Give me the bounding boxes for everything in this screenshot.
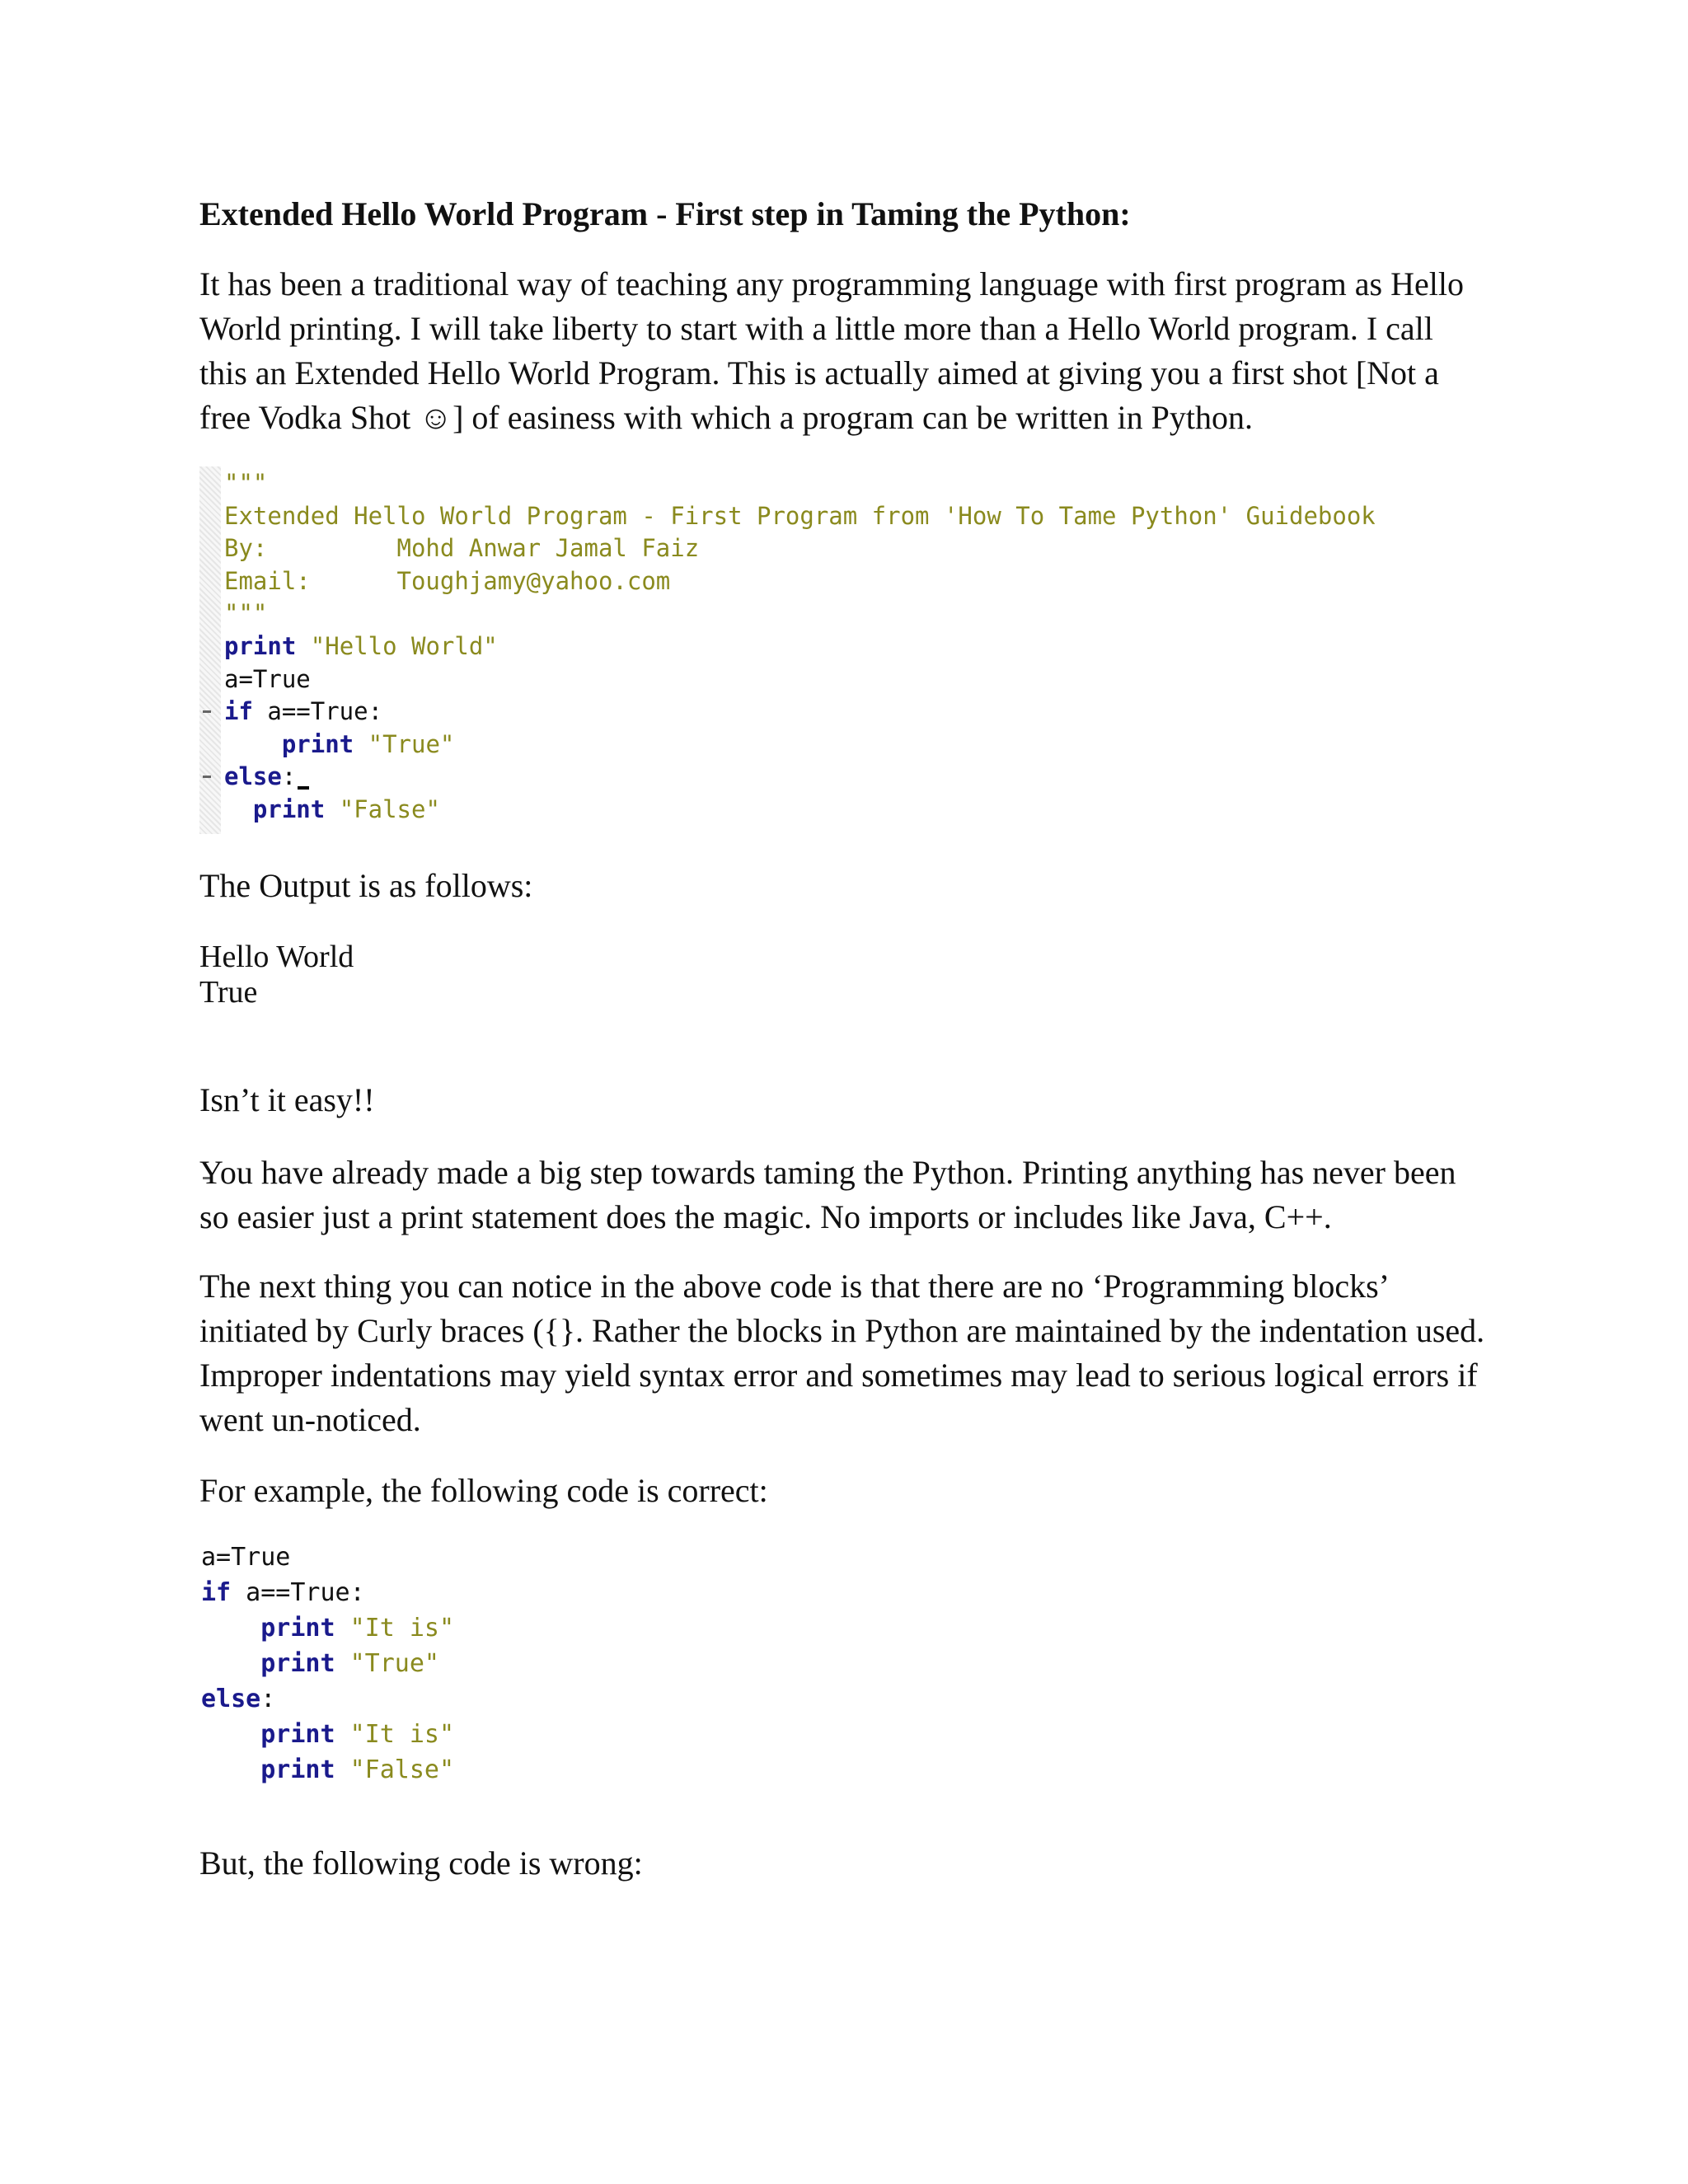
easy-text: Isn’t it easy!! xyxy=(199,1081,375,1118)
wrong-label: But, the following code is wrong: xyxy=(199,1844,643,1882)
editor-gutter xyxy=(199,466,221,834)
paragraph-line: so easier just a print statement does the magic. No imports or includes like Java, C++. xyxy=(199,1198,1332,1235)
paragraph-line: free Vodka Shot ☺] of easiness with which a program can be written in Python. xyxy=(199,399,1253,436)
code-line: a=True xyxy=(224,664,311,693)
code-line: By: Mohd Anwar Jamal Faiz xyxy=(224,534,700,563)
code-line: print "False" xyxy=(252,795,440,823)
code-line: if a==True: xyxy=(224,697,383,726)
output-label: The Output is as follows: xyxy=(199,867,533,904)
paragraph-line: You have already made a big step towards taming the Python. Printing anything has never been xyxy=(199,1154,1456,1191)
code-line: a=True xyxy=(201,1543,291,1572)
paragraph-line: The next thing you can notice in the above code is that there are no ‘Programming blocks’ xyxy=(199,1268,1390,1305)
code-line: """ xyxy=(224,599,268,628)
code-line: print "False" xyxy=(260,1755,455,1784)
fold-marker-icon[interactable] xyxy=(203,776,211,778)
code-line: Extended Hello World Program - First Program from 'How To Tame Python' Guidebook xyxy=(224,501,1376,530)
code-line: print "It is" xyxy=(260,1614,455,1643)
paragraph-line: went un-noticed. xyxy=(199,1401,421,1438)
code-line: print "True" xyxy=(281,729,455,758)
output-line: True xyxy=(199,975,258,1010)
code-line: if a==True: xyxy=(201,1578,365,1607)
paragraph-line: Improper indentations may yield syntax error and sometimes may lead to serious logical errors if xyxy=(199,1357,1478,1394)
paragraph-2 xyxy=(199,1151,1493,1240)
text-cursor xyxy=(298,786,309,790)
code-line: print "True" xyxy=(260,1649,439,1678)
code-line: """ xyxy=(224,469,268,497)
output-line: Hello World xyxy=(199,940,354,974)
fold-marker-icon[interactable] xyxy=(203,710,211,713)
page-title: Extended Hello World Program - First step in Taming the Python: xyxy=(199,195,1131,232)
program-output xyxy=(199,940,354,1010)
paragraph-3 xyxy=(199,1264,1493,1442)
code-screenshot-block xyxy=(199,466,1485,834)
example-label: For example, the following code is correct: xyxy=(199,1472,768,1509)
paragraph-line: World printing. I will take liberty to start with a little more than a Hello World program. I call xyxy=(199,310,1433,347)
paragraph-line: this an Extended Hello World Program. This is actually aimed at giving you a first shot [Not a xyxy=(199,354,1439,391)
code-line: else: xyxy=(201,1685,276,1713)
code-line: else: xyxy=(224,760,309,793)
code-line: print "It is" xyxy=(260,1720,455,1749)
paragraph-line: initiated by Curly braces ({}. Rather the blocks in Python are maintained by the indentation used. xyxy=(199,1312,1485,1349)
paragraph-line: It has been a traditional way of teaching any programming language with first program as Hello xyxy=(199,265,1464,302)
code-line: Email: Toughjamy@yahoo.com xyxy=(224,566,671,595)
intro-paragraph xyxy=(199,262,1493,440)
code-line: print "Hello World" xyxy=(224,632,498,660)
